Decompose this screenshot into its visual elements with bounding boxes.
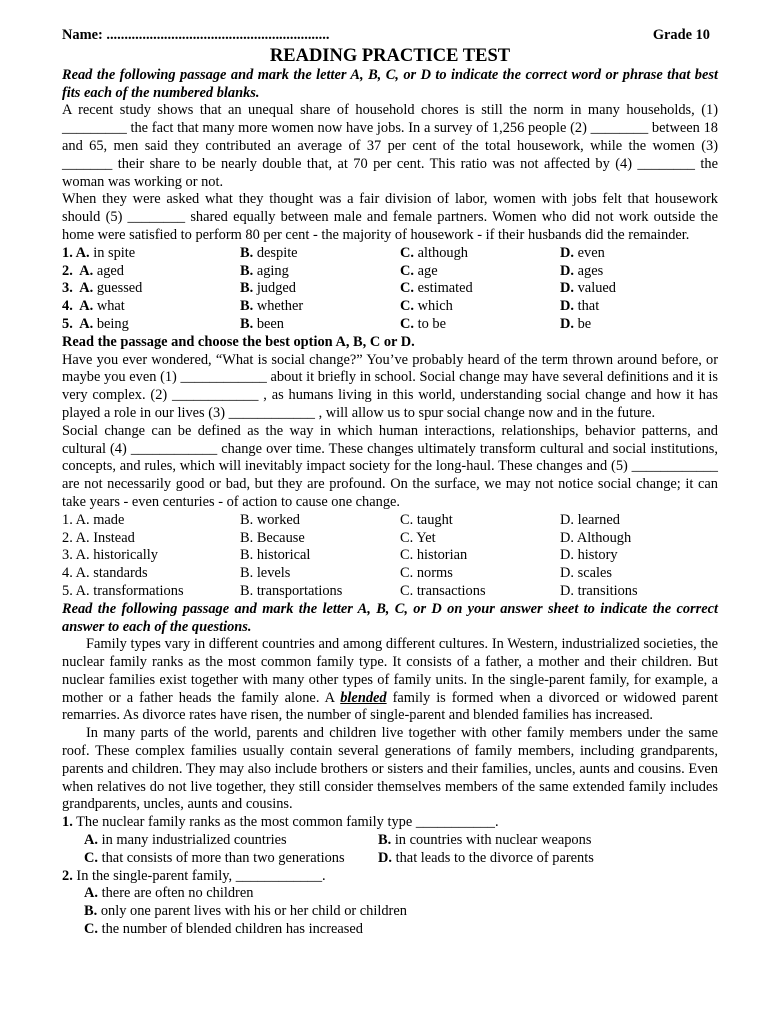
section1-options [62,245,718,334]
option-row: 1. A. made [62,511,125,528]
section2-instruction: Read the passage and choose the best option A, B, C or D. [62,333,415,350]
option: D. that leads to the divorce of parents [378,849,594,866]
option: B. despite [240,244,298,261]
name-dots: .............................................................. [102,27,330,43]
option: B. levels [240,565,291,582]
option: D. transitions [560,582,638,599]
section3-instruction: Read the following passage and mark the letter A, B, C, or D on your answer sheet to indicate the correct answer to each of the questions. [62,600,718,635]
option: C. that consists of more than two generations [84,849,345,866]
option: B. been [240,315,284,332]
option: B. aging [240,262,289,279]
option: C. Yet [400,529,436,546]
option: C. norms [400,565,453,582]
option: D. Although [560,529,632,546]
section3-paragraph-2: In many parts of the world, parents and children live together with other family members under the same roof. These complex families usually contain several generations of family members, including grandparents, parents and children. They may also include brothers or sisters and their families, uncles, aunts and cousins. Even when relatives do not live together, they still consider themselves members of the same extended family includes grandparents, uncles, aunts and cousins. [62,725,718,813]
section2-paragraph-2: Social change can be defined as the way in which human interactions, relationships, behavior patterns, and cultural (4) ____________ change over time. These changes ultimately transform cultural and social institutions, concepts, and rules, which will inevitably impact society for the long-haul. These changes and (5) ____________ are not necessarily good or bad, but they are profound. On the surface, we may not notice social change; it can take years - even centuries - of action to cause one change. [62,422,718,510]
option: C. age [400,262,438,279]
option: C. taught [400,511,453,528]
page-title: READING PRACTICE TEST [269,45,511,66]
option: C. the number of blended children has increased [84,921,363,938]
option-row: 4. A. what [62,298,125,315]
section2-options [62,512,718,601]
option-row: 3. A. guessed [62,280,143,297]
option: B. Because [240,529,305,546]
option: B. only one parent lives with his or her child or children [84,903,407,920]
option: C. estimated [400,280,473,297]
option: C. historian [400,547,468,564]
option-row: 2. A. Instead [62,529,135,546]
option: A. in many industrialized countries [84,832,287,849]
header [62,27,718,45]
option: B. whether [240,298,304,315]
option: B. in countries with nuclear weapons [378,832,592,849]
section1-paragraph-2: When they were asked what they thought was a fair division of labor, women with jobs felt that housework should (5) ________ shared equally between male and female partners. Women who did not work outside the home were satisfied to perform 80 per cent - the majority of housework - if their husbands did the remainder. [62,191,718,243]
option: B. worked [240,511,300,528]
option: C. which [400,298,453,315]
option: D. ages [560,262,604,279]
option-row: 2. A. aged [62,262,124,279]
name-label: Name: [62,27,103,43]
question-1: 1. The nuclear family ranks as the most common family type ___________. [62,814,499,831]
grade-label: Grade 10 [652,27,710,43]
option: C. transactions [400,582,486,599]
option: B. historical [240,547,311,564]
option: D. scales [560,565,612,582]
option-row: 1. A. in spite [62,244,136,261]
option: C. although [400,244,468,261]
option-row: 5. A. transformations [62,582,184,599]
section1-instruction: Read the following passage and mark the letter A, B, C, or D to indicate the correct word or phrase that best fits each of the numbered blanks. [62,66,718,101]
option: B. transportations [240,582,343,599]
option-row: 5. A. being [62,315,129,332]
option: D. learned [560,511,620,528]
option: D. valued [560,280,616,297]
option: D. even [560,244,605,261]
option: C. to be [400,315,446,332]
option: B. judged [240,280,296,297]
name-field [62,27,329,45]
option-row: 3. A. historically [62,547,158,564]
option-row: 4. A. standards [62,565,148,582]
option: D. that [560,298,600,315]
question-2: 2. In the single-parent family, ____________. [62,867,326,884]
question-1-options [62,832,718,868]
question-2-options [62,885,718,938]
option: D. be [560,315,592,332]
section2-paragraph-1: Have you ever wondered, “What is social change?” You’ve probably heard of the term thrown around before, or maybe you even (1) ____________ about it briefly in school. Social change may have several definitions and it is very complex. (2) ____________ , as humans living in this world, understanding social change and how it has played a role in our lives (3) ____________ , will allow us to spur social change now and in the future. [62,351,718,421]
option: D. history [560,547,618,564]
option: A. there are often no children [84,885,254,902]
section3-paragraph-1: Family types vary in different countries and among different cultures. In Western, industrialized societies, the nuclear family ranks as the most common family type. It consists of a father, a mother and their children. But nuclear families exist together with many other types of family units. In the single-parent family, for example, a mother or a father heads the family alone. A blended family is formed when a divorced or widowed parent remarries. As divorce rates have risen, the number of single-parent and blended families has increased. [62,636,718,724]
section1-paragraph-1: A recent study shows that an unequal share of household chores is still the norm in many households, (1) _________ the fact that many more women now have jobs. In a survey of 1,256 people (2) ________ between 18 and 65, men said they contributed an average of 37 per cent of the total housework, while the women (3) _______ their share to be nearly double that, at 70 per cent. This ratio was not affected by (4) ________ the woman was working or not. [62,102,718,190]
highlighted-word: blended [340,689,387,706]
